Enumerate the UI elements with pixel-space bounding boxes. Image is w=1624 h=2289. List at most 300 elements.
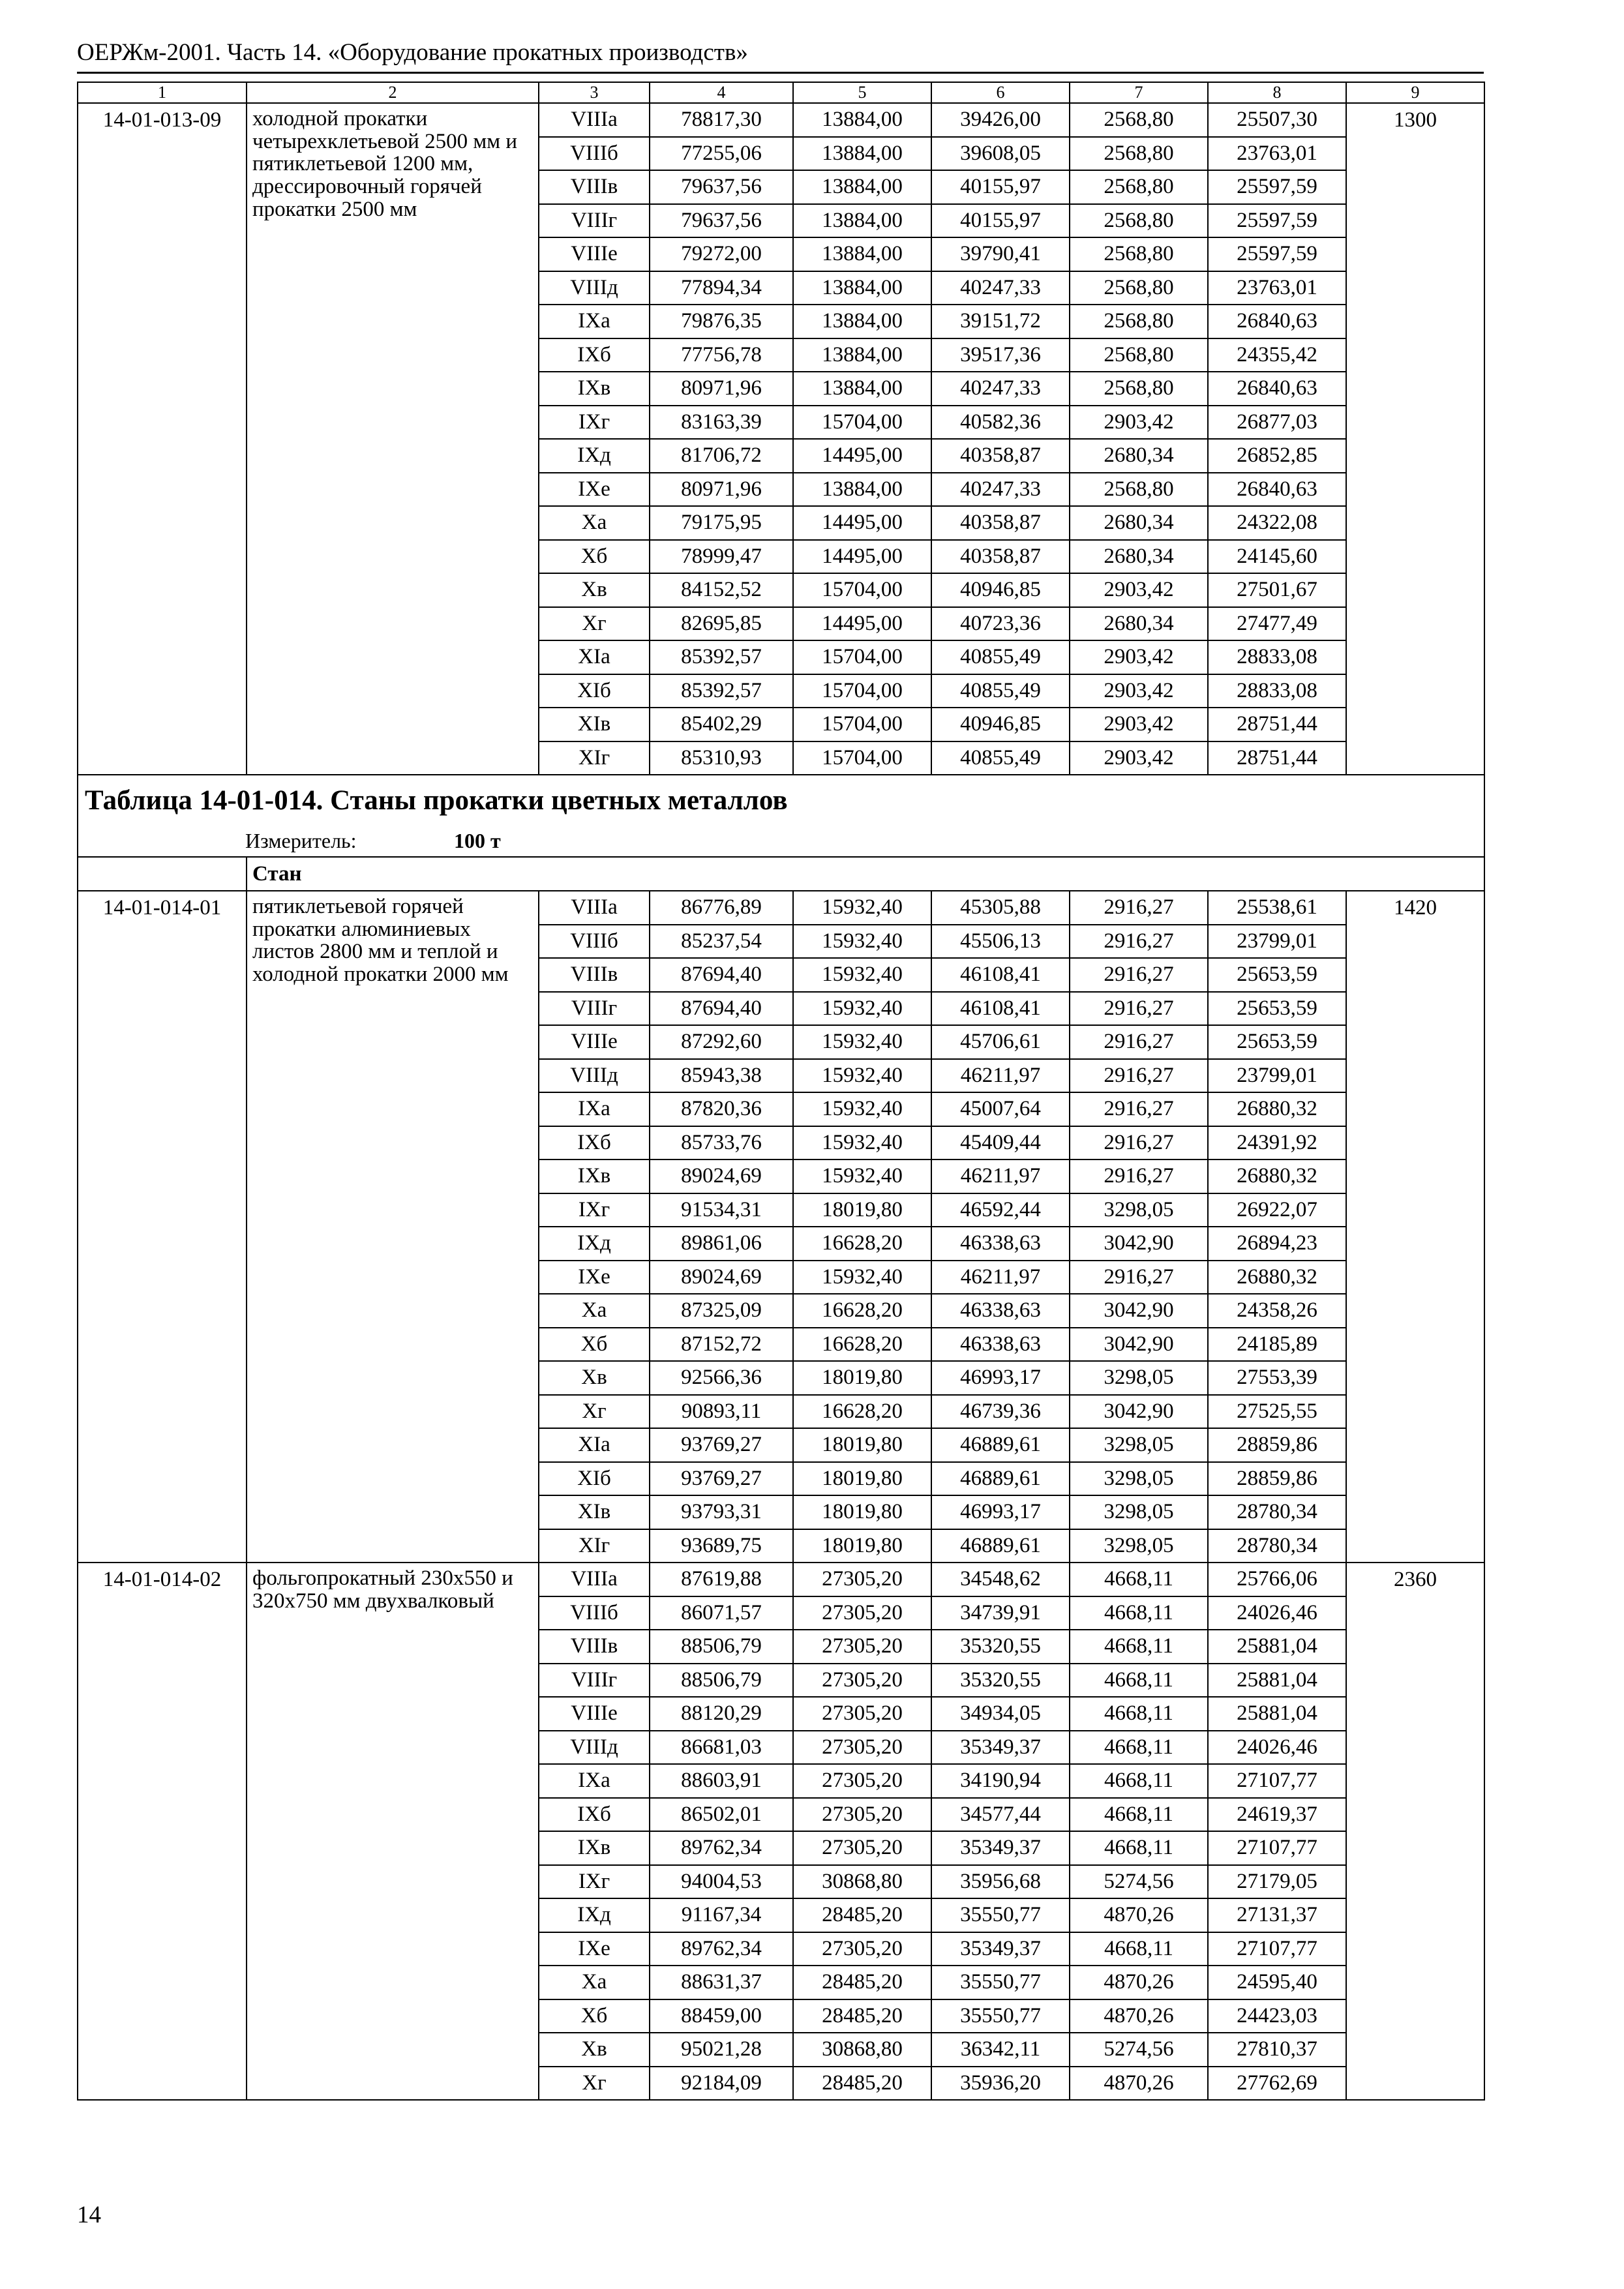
value-cell: 15932,40 [793,992,931,1026]
value-cell: 5274,56 [1070,2033,1208,2067]
value-cell: 3298,05 [1070,1462,1208,1496]
value-cell: 80971,96 [650,473,793,507]
value-cell: 85392,57 [650,640,793,674]
value-cell: 13884,00 [793,170,931,204]
value-cell: 4870,26 [1070,1966,1208,1999]
value-cell: 46993,17 [931,1495,1070,1529]
value-cell: 4668,11 [1070,1664,1208,1698]
value-cell: 4668,11 [1070,1630,1208,1664]
rate-code: 14-01-014-02 [78,1563,247,2100]
value-cell: 4668,11 [1070,1731,1208,1765]
value-cell: 28485,20 [793,2067,931,2101]
value-cell: 18019,80 [793,1361,931,1395]
zone-cell: VIIIа [539,103,650,137]
zone-cell: IXа [539,1092,650,1126]
value-cell: 2916,27 [1070,891,1208,925]
zone-cell: XIг [539,1529,650,1563]
zone-cell: Xа [539,506,650,540]
value-cell: 24322,08 [1208,506,1346,540]
column-number: 6 [931,82,1070,103]
value-cell: 14495,00 [793,506,931,540]
value-cell: 4668,11 [1070,1764,1208,1798]
value-cell: 45706,61 [931,1025,1070,1059]
value-cell: 13884,00 [793,237,931,271]
value-cell: 15932,40 [793,1025,931,1059]
value-cell: 87325,09 [650,1294,793,1328]
value-cell: 3042,90 [1070,1294,1208,1328]
value-cell: 40247,33 [931,473,1070,507]
table-row [78,103,1484,137]
value-cell: 26880,32 [1208,1092,1346,1126]
value-cell: 2903,42 [1070,674,1208,708]
value-cell: 14495,00 [793,607,931,641]
zone-cell: VIIIе [539,1025,650,1059]
value-cell: 15932,40 [793,1261,931,1294]
value-cell: 25597,59 [1208,204,1346,238]
value-cell: 27305,20 [793,1664,931,1698]
value-cell: 35936,20 [931,2067,1070,2101]
value-cell: 40247,33 [931,372,1070,406]
value-cell: 3298,05 [1070,1193,1208,1227]
value-cell: 2568,80 [1070,237,1208,271]
value-cell: 85943,38 [650,1059,793,1093]
value-cell: 27525,55 [1208,1395,1346,1429]
column-numbers-row [78,82,1484,103]
value-cell: 4668,11 [1070,1798,1208,1832]
value-cell: 87152,72 [650,1328,793,1362]
value-cell: 4668,11 [1070,1831,1208,1865]
zone-cell: XIв [539,708,650,741]
column-number: 3 [539,82,650,103]
value-cell: 45506,13 [931,925,1070,959]
zone-cell: VIIIб [539,1596,650,1630]
zone-cell: VIIIд [539,271,650,305]
measure-cell [78,826,1484,857]
measure-value: 100 т [454,828,501,852]
value-cell: 35550,77 [931,1966,1070,1999]
value-cell: 2916,27 [1070,1261,1208,1294]
value-cell: 27810,37 [1208,2033,1346,2067]
zone-cell: VIIIв [539,958,650,992]
value-cell: 13884,00 [793,338,931,372]
zone-cell: IXд [539,1227,650,1261]
value-cell: 4668,11 [1070,1563,1208,1596]
page-number: 14 [77,2202,101,2228]
value-cell: 39790,41 [931,237,1070,271]
value-cell: 2916,27 [1070,1025,1208,1059]
value-cell: 28833,08 [1208,640,1346,674]
value-cell: 40855,49 [931,674,1070,708]
value-cell: 30868,80 [793,1865,931,1899]
value-cell: 27305,20 [793,1731,931,1765]
value-cell: 24391,92 [1208,1126,1346,1160]
value-cell: 3042,90 [1070,1328,1208,1362]
value-cell: 79637,56 [650,170,793,204]
value-cell: 87619,88 [650,1563,793,1596]
col9-value: 1300 [1346,103,1484,775]
col9-value: 1420 [1346,891,1484,1563]
value-cell: 25766,06 [1208,1563,1346,1596]
value-cell: 15704,00 [793,674,931,708]
value-cell: 25597,59 [1208,237,1346,271]
value-cell: 15704,00 [793,406,931,440]
value-cell: 39608,05 [931,137,1070,171]
value-cell: 79175,95 [650,506,793,540]
value-cell: 85402,29 [650,708,793,741]
value-cell: 86681,03 [650,1731,793,1765]
value-cell: 2916,27 [1070,992,1208,1026]
section-label: Стан [247,857,1484,891]
zone-cell: VIIIа [539,1563,650,1596]
value-cell: 3042,90 [1070,1227,1208,1261]
value-cell: 28485,20 [793,1966,931,1999]
zone-cell: IXе [539,1261,650,1294]
value-cell: 85733,76 [650,1126,793,1160]
value-cell: 15932,40 [793,1059,931,1093]
value-cell: 27179,05 [1208,1865,1346,1899]
value-cell: 3298,05 [1070,1529,1208,1563]
value-cell: 86776,89 [650,891,793,925]
page-header: ОЕРЖм-2001. Часть 14. «Оборудование прокатных производств» [77,39,748,66]
zone-cell: Xа [539,1966,650,1999]
value-cell: 80971,96 [650,372,793,406]
zone-cell: IXб [539,1126,650,1160]
value-cell: 91534,31 [650,1193,793,1227]
value-cell: 28780,34 [1208,1529,1346,1563]
value-cell: 30868,80 [793,2033,931,2067]
table-row [78,891,1484,925]
value-cell: 34548,62 [931,1563,1070,1596]
value-cell: 46889,61 [931,1428,1070,1462]
value-cell: 46211,97 [931,1059,1070,1093]
value-cell: 13884,00 [793,372,931,406]
zone-cell: IXв [539,1159,650,1193]
value-cell: 40582,36 [931,406,1070,440]
column-number: 4 [650,82,793,103]
value-cell: 2680,34 [1070,540,1208,574]
value-cell: 24423,03 [1208,1999,1346,2033]
value-cell: 85310,93 [650,741,793,775]
value-cell: 93793,31 [650,1495,793,1529]
zone-cell: IXб [539,1798,650,1832]
value-cell: 35349,37 [931,1831,1070,1865]
value-cell: 24355,42 [1208,338,1346,372]
zone-cell: IXе [539,473,650,507]
rate-code: 14-01-014-01 [78,891,247,1563]
value-cell: 46889,61 [931,1462,1070,1496]
value-cell: 2680,34 [1070,506,1208,540]
value-cell: 27305,20 [793,1831,931,1865]
value-cell: 25881,04 [1208,1630,1346,1664]
zone-cell: VIIIг [539,204,650,238]
value-cell: 78817,30 [650,103,793,137]
value-cell: 35550,77 [931,1999,1070,2033]
value-cell: 46338,63 [931,1328,1070,1362]
value-cell: 18019,80 [793,1193,931,1227]
value-cell: 93689,75 [650,1529,793,1563]
zone-cell: IXе [539,1932,650,1966]
value-cell: 4870,26 [1070,1898,1208,1932]
value-cell: 85392,57 [650,674,793,708]
table-title-row [78,775,1484,826]
value-cell: 23799,01 [1208,1059,1346,1093]
value-cell: 24185,89 [1208,1328,1346,1362]
value-cell: 28859,86 [1208,1462,1346,1496]
table-title: Таблица 14-01-014. Станы прокатки цветных металлов [78,775,1484,826]
column-number: 5 [793,82,931,103]
col9-value: 2360 [1346,1563,1484,2100]
value-cell: 35349,37 [931,1731,1070,1765]
value-cell: 2680,34 [1070,607,1208,641]
value-cell: 35550,77 [931,1898,1070,1932]
value-cell: 28780,34 [1208,1495,1346,1529]
value-cell: 28751,44 [1208,708,1346,741]
zone-cell: Xв [539,1361,650,1395]
value-cell: 3298,05 [1070,1428,1208,1462]
value-cell: 46108,41 [931,992,1070,1026]
value-cell: 86071,57 [650,1596,793,1630]
value-cell: 26840,63 [1208,372,1346,406]
value-cell: 2916,27 [1070,1126,1208,1160]
value-cell: 26894,23 [1208,1227,1346,1261]
value-cell: 27305,20 [793,1697,931,1731]
value-cell: 46592,44 [931,1193,1070,1227]
value-cell: 93769,27 [650,1428,793,1462]
value-cell: 5274,56 [1070,1865,1208,1899]
zone-cell: VIIIв [539,170,650,204]
zone-cell: XIа [539,640,650,674]
value-cell: 27305,20 [793,1798,931,1832]
value-cell: 46993,17 [931,1361,1070,1395]
value-cell: 92566,36 [650,1361,793,1395]
value-cell: 45409,44 [931,1126,1070,1160]
value-cell: 24619,37 [1208,1798,1346,1832]
zone-cell: Xа [539,1294,650,1328]
value-cell: 23763,01 [1208,271,1346,305]
value-cell: 40855,49 [931,640,1070,674]
value-cell: 36342,11 [931,2033,1070,2067]
value-cell: 27107,77 [1208,1831,1346,1865]
zone-cell: IXв [539,372,650,406]
column-number: 7 [1070,82,1208,103]
value-cell: 2903,42 [1070,406,1208,440]
value-cell: 88506,79 [650,1664,793,1698]
zone-cell: VIIIд [539,1731,650,1765]
value-cell: 18019,80 [793,1495,931,1529]
zone-cell: XIв [539,1495,650,1529]
value-cell: 39517,36 [931,338,1070,372]
value-cell: 77756,78 [650,338,793,372]
value-cell: 15932,40 [793,1092,931,1126]
value-cell: 25507,30 [1208,103,1346,137]
rates-table [77,82,1485,2101]
value-cell: 4668,11 [1070,1596,1208,1630]
value-cell: 77255,06 [650,137,793,171]
value-cell: 46108,41 [931,958,1070,992]
value-cell: 40946,85 [931,708,1070,741]
value-cell: 26877,03 [1208,406,1346,440]
value-cell: 34739,91 [931,1596,1070,1630]
value-cell: 25653,59 [1208,992,1346,1026]
zone-cell: Xб [539,1999,650,2033]
value-cell: 90893,11 [650,1395,793,1429]
value-cell: 88459,00 [650,1999,793,2033]
value-cell: 16628,20 [793,1328,931,1362]
value-cell: 46211,97 [931,1159,1070,1193]
zone-cell: Xг [539,607,650,641]
zone-cell: IXг [539,406,650,440]
value-cell: 24358,26 [1208,1294,1346,1328]
value-cell: 35349,37 [931,1932,1070,1966]
value-cell: 77894,34 [650,271,793,305]
value-cell: 84152,52 [650,573,793,607]
value-cell: 24595,40 [1208,1966,1346,1999]
value-cell: 13884,00 [793,473,931,507]
value-cell: 89024,69 [650,1261,793,1294]
value-cell: 15704,00 [793,573,931,607]
value-cell: 15932,40 [793,958,931,992]
value-cell: 82695,85 [650,607,793,641]
value-cell: 25881,04 [1208,1697,1346,1731]
value-cell: 25597,59 [1208,170,1346,204]
value-cell: 16628,20 [793,1294,931,1328]
value-cell: 18019,80 [793,1529,931,1563]
zone-cell: VIIIе [539,237,650,271]
value-cell: 2903,42 [1070,708,1208,741]
value-cell: 14495,00 [793,439,931,473]
value-cell: 15932,40 [793,891,931,925]
value-cell: 2916,27 [1070,1159,1208,1193]
value-cell: 3298,05 [1070,1495,1208,1529]
value-cell: 93769,27 [650,1462,793,1496]
value-cell: 2568,80 [1070,204,1208,238]
value-cell: 2568,80 [1070,170,1208,204]
column-number: 9 [1346,82,1484,103]
value-cell: 4668,11 [1070,1932,1208,1966]
value-cell: 34190,94 [931,1764,1070,1798]
value-cell: 24026,46 [1208,1596,1346,1630]
value-cell: 25881,04 [1208,1664,1346,1698]
value-cell: 2916,27 [1070,958,1208,992]
value-cell: 87694,40 [650,958,793,992]
section-row [78,857,1484,891]
value-cell: 40155,97 [931,170,1070,204]
value-cell: 28833,08 [1208,674,1346,708]
value-cell: 83163,39 [650,406,793,440]
value-cell: 15704,00 [793,640,931,674]
value-cell: 40155,97 [931,204,1070,238]
value-cell: 89024,69 [650,1159,793,1193]
value-cell: 2903,42 [1070,741,1208,775]
value-cell: 27305,20 [793,1764,931,1798]
value-cell: 15932,40 [793,925,931,959]
value-cell: 15704,00 [793,708,931,741]
zone-cell: VIIIе [539,1697,650,1731]
value-cell: 13884,00 [793,204,931,238]
rate-name: фольгопрокатный 230х550 и 320х750 мм двухвалковый [247,1563,539,2100]
value-cell: 16628,20 [793,1395,931,1429]
value-cell: 18019,80 [793,1428,931,1462]
value-cell: 91167,34 [650,1898,793,1932]
zone-cell: Xб [539,540,650,574]
zone-cell: Xв [539,573,650,607]
zone-cell: VIIIа [539,891,650,925]
zone-cell: Xв [539,2033,650,2067]
zone-cell: Xб [539,1328,650,1362]
value-cell: 4870,26 [1070,2067,1208,2101]
value-cell: 35320,55 [931,1664,1070,1698]
value-cell: 28751,44 [1208,741,1346,775]
value-cell: 26880,32 [1208,1261,1346,1294]
value-cell: 2680,34 [1070,439,1208,473]
value-cell: 3298,05 [1070,1361,1208,1395]
value-cell: 87820,36 [650,1092,793,1126]
value-cell: 34934,05 [931,1697,1070,1731]
value-cell: 45305,88 [931,891,1070,925]
value-cell: 87694,40 [650,992,793,1026]
measure-label: Измеритель: [245,828,357,852]
value-cell: 2568,80 [1070,372,1208,406]
zone-cell: Xг [539,1395,650,1429]
value-cell: 16628,20 [793,1227,931,1261]
value-cell: 13884,00 [793,305,931,338]
value-cell: 4668,11 [1070,1697,1208,1731]
value-cell: 89861,06 [650,1227,793,1261]
section-empty [78,857,247,891]
value-cell: 2916,27 [1070,925,1208,959]
value-cell: 2568,80 [1070,338,1208,372]
value-cell: 40723,36 [931,607,1070,641]
value-cell: 25538,61 [1208,891,1346,925]
value-cell: 27762,69 [1208,2067,1346,2101]
value-cell: 15932,40 [793,1126,931,1160]
value-cell: 40358,87 [931,439,1070,473]
value-cell: 27477,49 [1208,607,1346,641]
value-cell: 15704,00 [793,741,931,775]
zone-cell: XIб [539,1462,650,1496]
value-cell: 78999,47 [650,540,793,574]
value-cell: 35320,55 [931,1630,1070,1664]
value-cell: 13884,00 [793,271,931,305]
value-cell: 27305,20 [793,1630,931,1664]
value-cell: 27131,37 [1208,1898,1346,1932]
value-cell: 15932,40 [793,1159,931,1193]
value-cell: 14495,00 [793,540,931,574]
value-cell: 39426,00 [931,103,1070,137]
value-cell: 13884,00 [793,137,931,171]
value-cell: 28859,86 [1208,1428,1346,1462]
value-cell: 88603,91 [650,1764,793,1798]
value-cell: 27305,20 [793,1596,931,1630]
value-cell: 2568,80 [1070,473,1208,507]
measure-row [78,826,1484,857]
value-cell: 2568,80 [1070,305,1208,338]
value-cell: 23763,01 [1208,137,1346,171]
zone-cell: VIIIб [539,137,650,171]
value-cell: 26852,85 [1208,439,1346,473]
zone-cell: IXг [539,1865,650,1899]
value-cell: 27305,20 [793,1563,931,1596]
value-cell: 40247,33 [931,271,1070,305]
value-cell: 40855,49 [931,741,1070,775]
value-cell: 86502,01 [650,1798,793,1832]
value-cell: 89762,34 [650,1831,793,1865]
zone-cell: IXб [539,338,650,372]
value-cell: 26922,07 [1208,1193,1346,1227]
value-cell: 45007,64 [931,1092,1070,1126]
zone-cell: XIа [539,1428,650,1462]
zone-cell: VIIIб [539,925,650,959]
